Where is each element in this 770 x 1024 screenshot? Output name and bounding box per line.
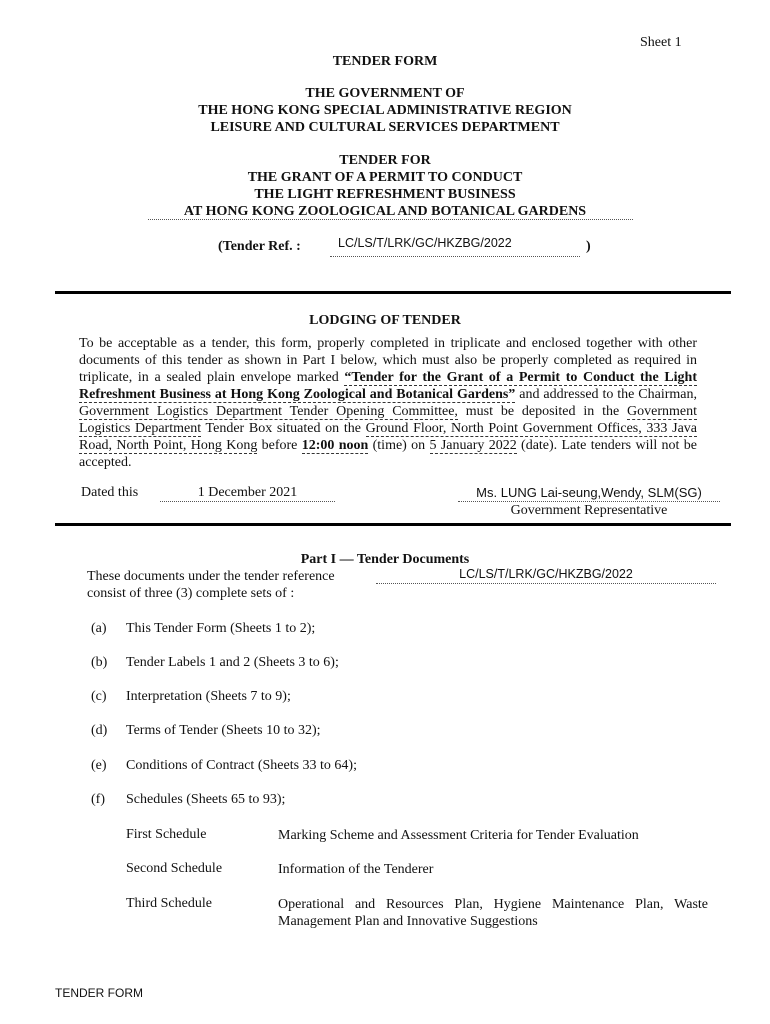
schedule-description: Marking Scheme and Assessment Criteria for Tender Evaluation bbox=[278, 828, 639, 843]
lodging-text-6: (time) on bbox=[368, 438, 430, 453]
header-line-3: LEISURE AND CULTURAL SERVICES DEPARTMENT bbox=[210, 120, 560, 135]
tender-line-1: TENDER FOR bbox=[339, 153, 431, 168]
closing-date: 5 January 2022 bbox=[429, 438, 517, 453]
opening-committee: Government Logistics Department Tender Opening Committee, bbox=[79, 404, 458, 419]
tender-ref-close: ) bbox=[586, 239, 591, 254]
part1-ref-value: LC/LS/T/LRK/GC/HKZBG/2022 bbox=[459, 567, 633, 581]
closing-time: 12:00 noon bbox=[301, 438, 369, 453]
list-item: This Tender Form (Sheets 1 to 2); bbox=[126, 621, 316, 636]
lodging-text-7: (date). Late tenders will not be accepted. bbox=[79, 438, 697, 470]
schedule-name: Third Schedule bbox=[126, 896, 212, 911]
part1-heading: Part I — Tender Documents bbox=[300, 552, 470, 567]
dated-label: Dated this bbox=[81, 485, 139, 500]
list-item: Tender Labels 1 and 2 (Sheets 3 to 6); bbox=[126, 655, 339, 670]
part1-intro-line1: These documents under the tender reference bbox=[87, 569, 335, 584]
header-line-2: THE HONG KONG SPECIAL ADMINISTRATIVE REGION bbox=[198, 103, 572, 118]
list-item: Conditions of Contract (Sheets 33 to 64); bbox=[126, 758, 357, 773]
lodging-text-1: To be acceptable as a tender, this form, properly completed in triplicate and enclosed together with other documents of this tender as shown in Part I below, which must also be properly completed as required in triplicate, in a sealed plain envelope marked bbox=[79, 336, 697, 385]
list-item-letter: (b) bbox=[91, 655, 108, 670]
lodging-text-5: before bbox=[257, 438, 302, 453]
schedule-name: Second Schedule bbox=[126, 861, 223, 876]
tender-line-2: THE GRANT OF A PERMIT TO CONDUCT bbox=[247, 170, 523, 185]
list-item-letter: (c) bbox=[91, 689, 107, 704]
tender-line-3: THE LIGHT REFRESHMENT BUSINESS bbox=[254, 187, 516, 202]
list-item: Schedules (Sheets 65 to 93); bbox=[126, 792, 286, 807]
tender-ref-label: (Tender Ref. : bbox=[218, 239, 301, 254]
tender-ref-value: LC/LS/T/LRK/GC/HKZBG/2022 bbox=[338, 236, 512, 250]
representative-underline bbox=[458, 501, 720, 502]
schedule-name: First Schedule bbox=[126, 827, 207, 842]
list-item: Terms of Tender (Sheets 10 to 32); bbox=[126, 723, 321, 738]
dated-underline bbox=[160, 501, 335, 502]
page-footer: TENDER FORM bbox=[55, 986, 143, 1000]
part1-intro-line2: consist of three (3) complete sets of : bbox=[87, 586, 295, 601]
schedule-description: Operational and Resources Plan, Hygiene Maintenance Plan, Waste Management Plan and Innovative Suggestions bbox=[278, 897, 708, 929]
representative-name: Ms. LUNG Lai-seung,Wendy, SLM(SG) bbox=[476, 485, 702, 500]
middle-rule bbox=[55, 523, 731, 526]
logistics-department: Government Logistics Department bbox=[79, 404, 698, 436]
list-item: Interpretation (Sheets 7 to 9); bbox=[126, 689, 291, 704]
sheet-number: Sheet 1 bbox=[640, 35, 682, 50]
list-item-letter: (f) bbox=[91, 792, 105, 807]
representative-title: Government Representative bbox=[510, 503, 668, 518]
lodging-text-3: must be deposited in the bbox=[457, 404, 628, 419]
tender-title-underline bbox=[148, 219, 633, 220]
tender-ref-underline bbox=[330, 256, 580, 257]
lodging-text-2: and addressed to the Chairman, bbox=[515, 387, 697, 402]
tender-box-location: Ground Floor, North Point Government Offices, 333 Java Road, North Point, Hong Kong bbox=[79, 421, 697, 453]
envelope-marking: “Tender for the Grant of a Permit to Conduct the Light Refreshment Business at Hong Kong Zoological and Botanical Gardens” bbox=[79, 370, 697, 402]
top-rule bbox=[55, 291, 731, 294]
lodging-text-4: Tender Box situated on the bbox=[201, 421, 366, 436]
list-item-letter: (e) bbox=[91, 758, 107, 773]
header-line-1: THE GOVERNMENT OF bbox=[305, 86, 465, 101]
list-item-letter: (a) bbox=[91, 621, 107, 636]
tender-line-4: AT HONG KONG ZOOLOGICAL AND BOTANICAL GARDENS bbox=[183, 204, 587, 219]
part1-ref-underline bbox=[376, 583, 716, 584]
schedule-description: Information of the Tenderer bbox=[278, 862, 434, 877]
form-title: TENDER FORM bbox=[332, 54, 438, 69]
list-item-letter: (d) bbox=[91, 723, 108, 738]
lodging-paragraph bbox=[79, 335, 697, 471]
dated-value: 1 December 2021 bbox=[197, 485, 298, 500]
lodging-heading: LODGING OF TENDER bbox=[309, 313, 461, 328]
